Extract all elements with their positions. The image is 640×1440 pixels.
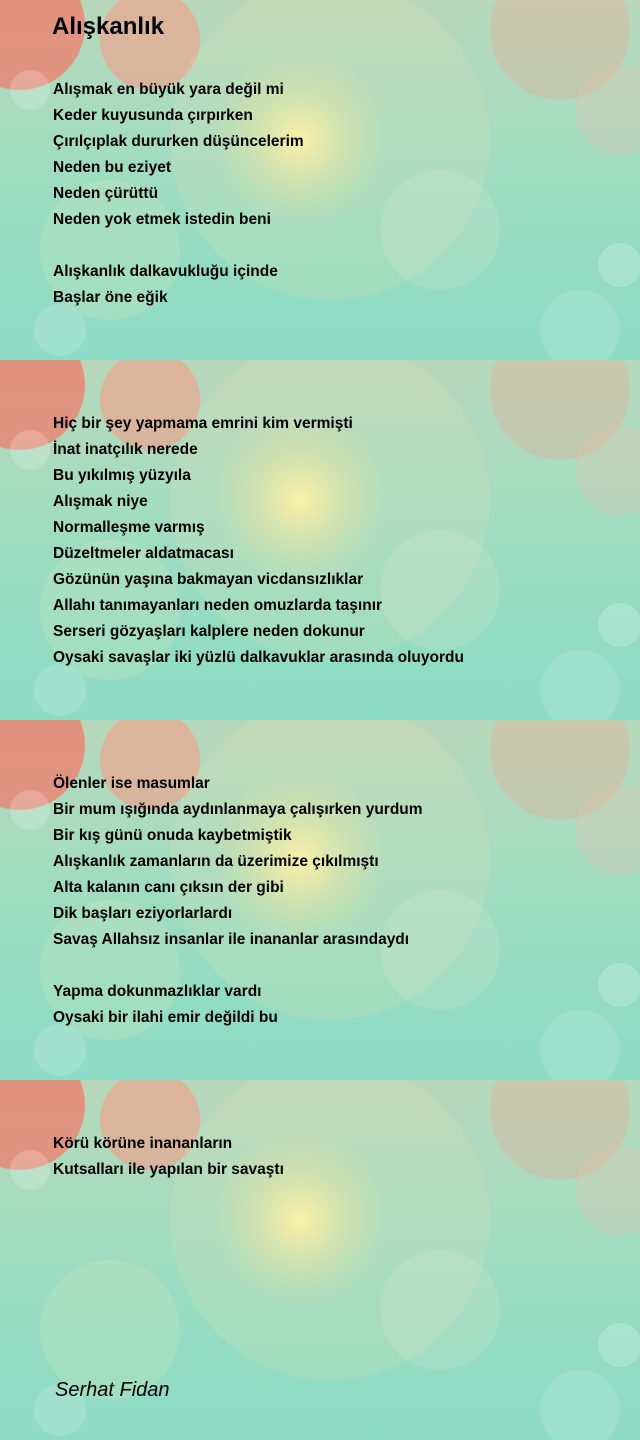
poem-line: Keder kuyusunda çırpırken: [53, 107, 253, 124]
stanza: [53, 979, 278, 1031]
poem-line: Savaş Allahsız insanlar ile inananlar arasındaydı: [53, 931, 410, 948]
poem-line: Neden yok etmek istedin beni: [53, 211, 271, 228]
poem-panel-3: [0, 720, 640, 1080]
poem-line: Normalleşme varmış: [53, 519, 205, 536]
stanza: [53, 1131, 284, 1183]
poem-line: Alışmak en büyük yara değil mi: [53, 81, 284, 98]
poem-line: Dik başları eziyorlarlardı: [53, 905, 233, 922]
poem-line: Serseri gözyaşları kalplere neden dokunur: [53, 623, 365, 640]
poem-line: Gözünün yaşına bakmayan vicdansızlıklar: [53, 571, 364, 588]
poem-line: Hiç bir şey yapmama emrini kim vermişti: [53, 415, 353, 432]
poem-line: Bir mum ışığında aydınlanmaya çalışırken yurdum: [53, 801, 423, 818]
poem-line: Alta kalanın canı çıksın der gibi: [53, 879, 284, 896]
stanza: [53, 77, 304, 233]
poem-line: Düzeltmeler aldatmacası: [53, 545, 234, 562]
poem-line: Oysaki bir ilahi emir değildi bu: [53, 1009, 278, 1026]
poem-line: Alışkanlık dalkavukluğu içinde: [53, 263, 278, 280]
poem-line: Başlar öne eğik: [53, 289, 168, 306]
poem-line: Yapma dokunmazlıklar vardı: [53, 983, 262, 1000]
stanza: [53, 771, 423, 953]
poem-line: Oysaki savaşlar iki yüzlü dalkavuklar arasında oluyordu: [53, 649, 464, 666]
poem-line: Körü körüne inananların: [53, 1135, 233, 1152]
poem-line: Neden bu eziyet: [53, 159, 171, 176]
poem-line: Alışmak niye: [53, 493, 148, 510]
poem-line: Çırılçıplak dururken düşüncelerim: [53, 133, 304, 150]
poem-line: Alışkanlık zamanların da üzerimize çıkılmıştı: [53, 853, 379, 870]
stanza: [53, 259, 278, 311]
poem-title: Alışkanlık: [52, 13, 165, 40]
poem-line: Bir kış günü onuda kaybetmiştik: [53, 827, 292, 844]
poem-line: Kutsalları ile yapılan bir savaştı: [53, 1161, 284, 1178]
poem-panel-1: [0, 0, 640, 360]
poem-line: Neden çürüttü: [53, 185, 159, 202]
stanza: [53, 411, 464, 671]
poem-panel-2: [0, 360, 640, 720]
poem-line: Ölenler ise masumlar: [53, 775, 210, 792]
poem-line: İnat inatçılık nerede: [53, 441, 198, 458]
poem-author: Serhat Fidan: [55, 1379, 170, 1401]
poem-line: Bu yıkılmış yüzyıla: [53, 467, 191, 484]
poem-line: Allahı tanımayanları neden omuzlarda taşınır: [53, 597, 383, 614]
